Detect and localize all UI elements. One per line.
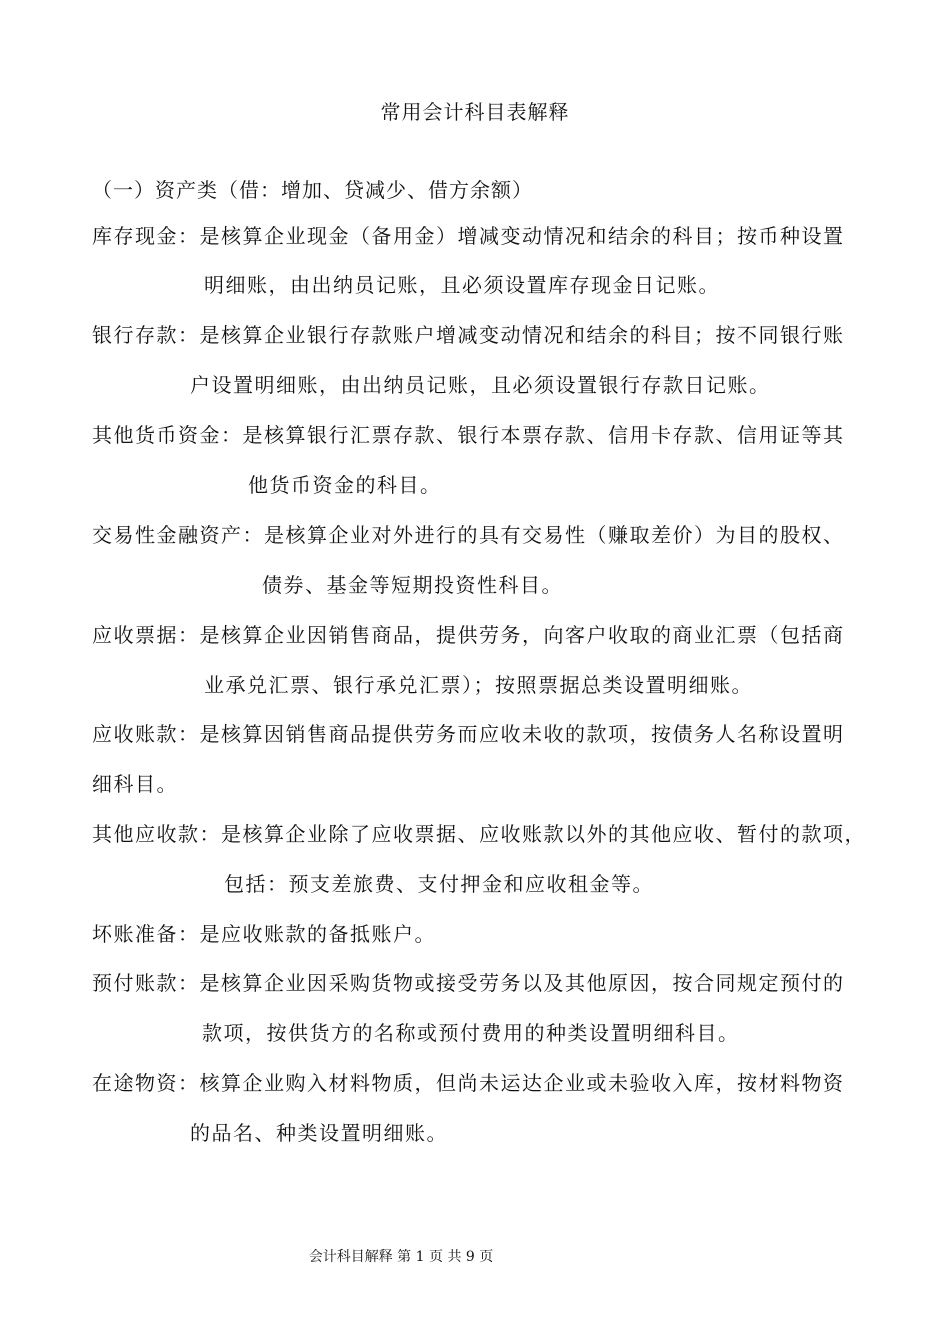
entry-line: 包括：预支差旅费、支付押金和应收租金等。 bbox=[224, 872, 654, 896]
entry-line: 细科目。 bbox=[92, 772, 178, 796]
section-heading: （一）资产类（借：增加、贷减少、借方余额） bbox=[92, 178, 533, 202]
entry-line: 交易性金融资产：是核算企业对外进行的具有交易性（赚取差价）为目的股权、 bbox=[92, 523, 845, 547]
entry-line: 的品名、种类设置明细账。 bbox=[190, 1121, 448, 1145]
entry-line: 在途物资：核算企业购入材料物质，但尚未运达企业或未验收入库，按材料物资 bbox=[92, 1071, 845, 1095]
entry-line: 明细账，由出纳员记账，且必须设置库存现金日记账。 bbox=[204, 273, 720, 297]
entry-line: 债券、基金等短期投资性科目。 bbox=[262, 573, 563, 597]
page-footer: 会计科目解释 第 1 页 共 9 页 bbox=[308, 1249, 494, 1265]
entry-line: 业承兑汇票、银行承兑汇票）；按照票据总类设置明细账。 bbox=[204, 673, 753, 697]
entry-line: 其他货币资金：是核算银行汇票存款、银行本票存款、信用卡存款、信用证等其 bbox=[92, 423, 845, 447]
entry-line: 其他应收款：是核算企业除了应收票据、应收账款以外的其他应收、暂付的款项， bbox=[92, 822, 866, 846]
entry-line: 银行存款：是核算企业银行存款账户增减变动情况和结余的科目；按不同银行账 bbox=[92, 323, 845, 347]
entry-line: 他货币资金的科目。 bbox=[248, 473, 442, 497]
entry-line: 户设置明细账，由出纳员记账，且必须设置银行存款日记账。 bbox=[190, 373, 771, 397]
entry-line: 应收账款：是核算因销售商品提供劳务而应收未收的款项，按债务人名称设置明 bbox=[92, 722, 845, 746]
page-title: 常用会计科目表解释 bbox=[380, 100, 570, 124]
entry-line: 库存现金：是核算企业现金（备用金）增减变动情况和结余的科目；按币种设置 bbox=[92, 224, 845, 248]
entry-line: 应收票据：是核算企业因销售商品，提供劳务，向客户收取的商业汇票（包括商 bbox=[92, 623, 845, 647]
entry-line: 坏账准备：是应收账款的备抵账户。 bbox=[92, 922, 436, 946]
entry-line: 款项，按供货方的名称或预付费用的种类设置明细科目。 bbox=[202, 1021, 740, 1045]
entry-line: 预付账款：是核算企业因采购货物或接受劳务以及其他原因，按合同规定预付的 bbox=[92, 971, 845, 995]
